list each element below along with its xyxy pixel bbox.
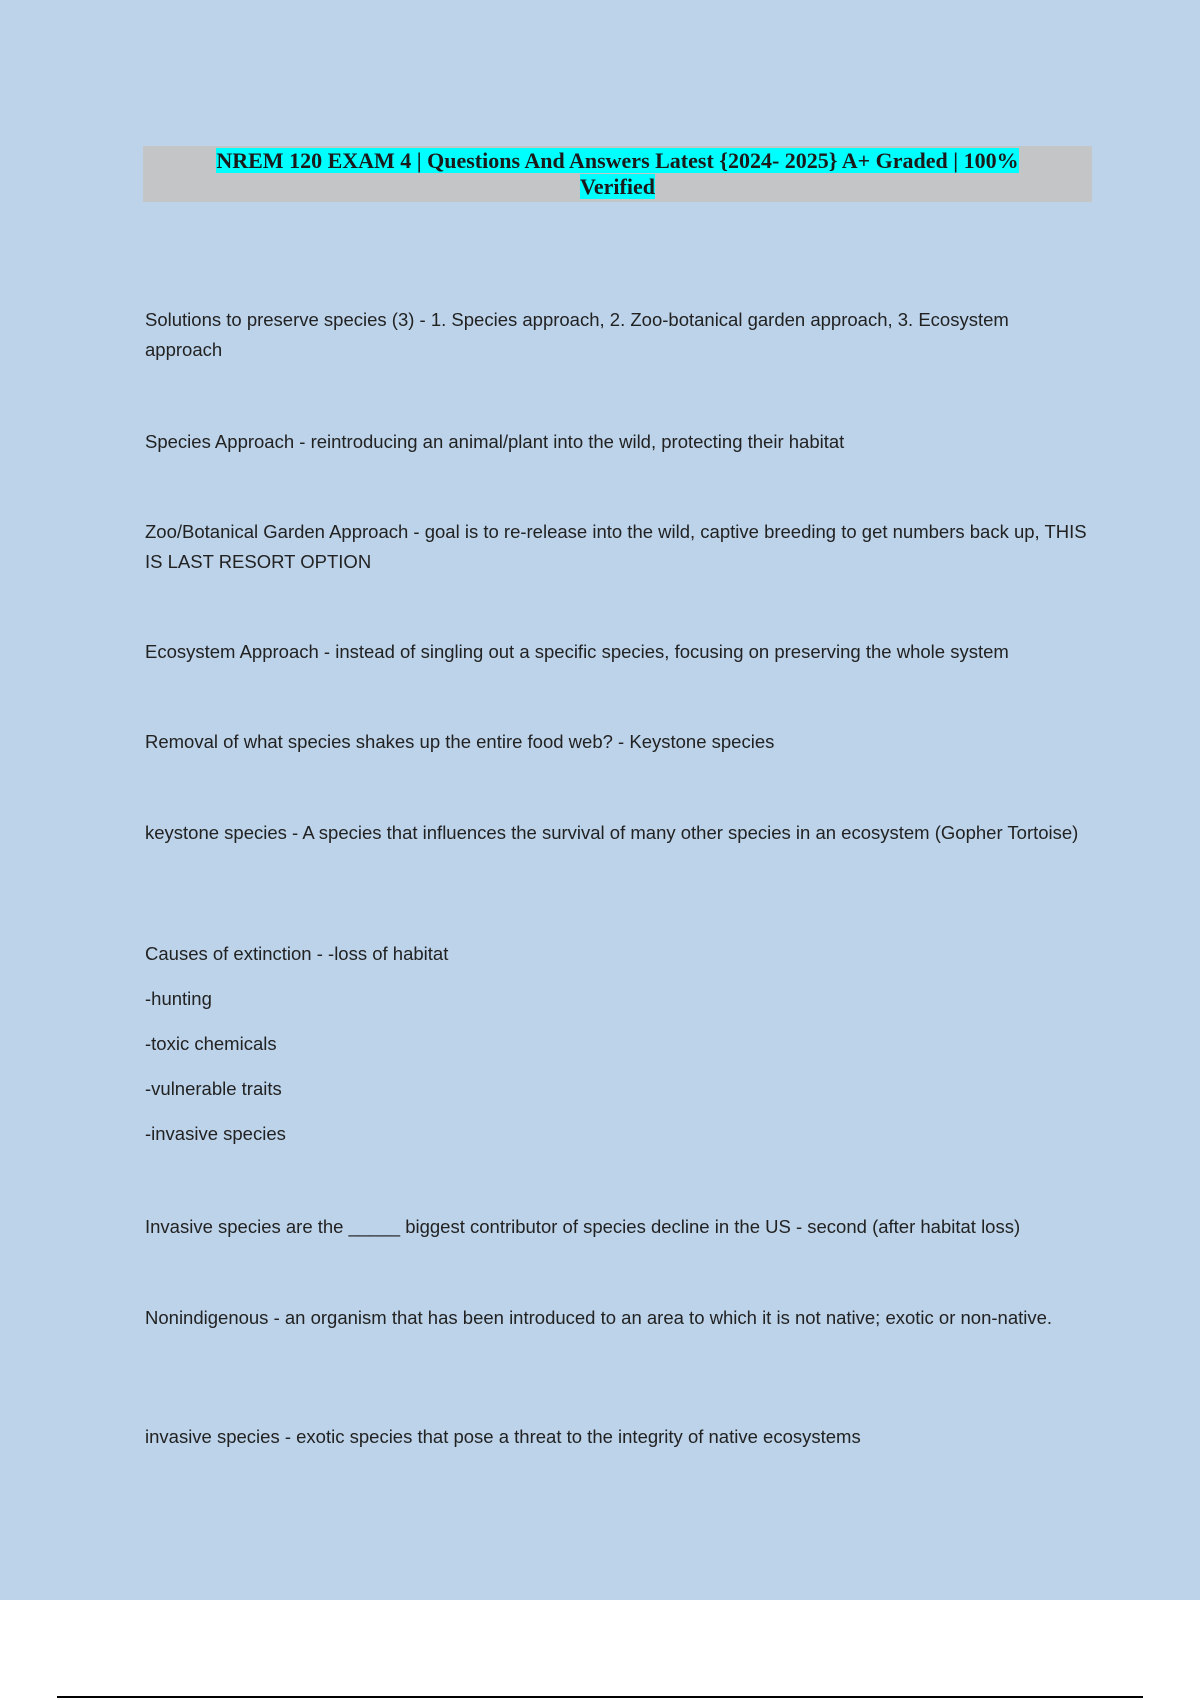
list-line: Causes of extinction - -loss of habitat: [145, 943, 449, 964]
qa-entry: Invasive species are the _____ biggest contributor of species decline in the US - second (after habitat loss): [145, 1216, 1021, 1237]
footer-divider: [57, 1696, 1143, 1698]
qa-entry-list: [145, 939, 1090, 1164]
list-line: -hunting: [145, 988, 212, 1009]
qa-entry: Species Approach - reintroducing an animal/plant into the wild, protecting their habitat: [145, 431, 845, 452]
qa-entry: keystone species - A species that influences the survival of many other species in an ecosystem (Gopher Tortoise): [145, 822, 1079, 843]
title-line-2: Verified: [580, 174, 655, 199]
qa-entry: Zoo/Botanical Garden Approach - goal is to re-release into the wild, captive breeding to get numbers back up, THIS IS LAST RESORT OPTION: [145, 521, 1087, 572]
list-line: -vulnerable traits: [145, 1078, 282, 1099]
list-line: -invasive species: [145, 1123, 286, 1144]
list-line: -toxic chemicals: [145, 1033, 277, 1054]
qa-entry: Ecosystem Approach - instead of singling out a specific species, focusing on preserving the whole system: [145, 641, 1009, 662]
qa-entry: Removal of what species shakes up the entire food web? - Keystone species: [145, 731, 775, 752]
qa-entry: Nonindigenous - an organism that has been introduced to an area to which it is not native; exotic or non-native.: [145, 1307, 1053, 1328]
qa-entry: Solutions to preserve species (3) - 1. Species approach, 2. Zoo-botanical garden approach, 3. Ecosystem approach: [145, 309, 1009, 360]
document-title: [143, 146, 1092, 202]
qa-entry: invasive species - exotic species that pose a threat to the integrity of native ecosystems: [145, 1426, 861, 1447]
title-line-1: NREM 120 EXAM 4 | Questions And Answers Latest {2024- 2025} A+ Graded | 100%: [216, 148, 1019, 173]
